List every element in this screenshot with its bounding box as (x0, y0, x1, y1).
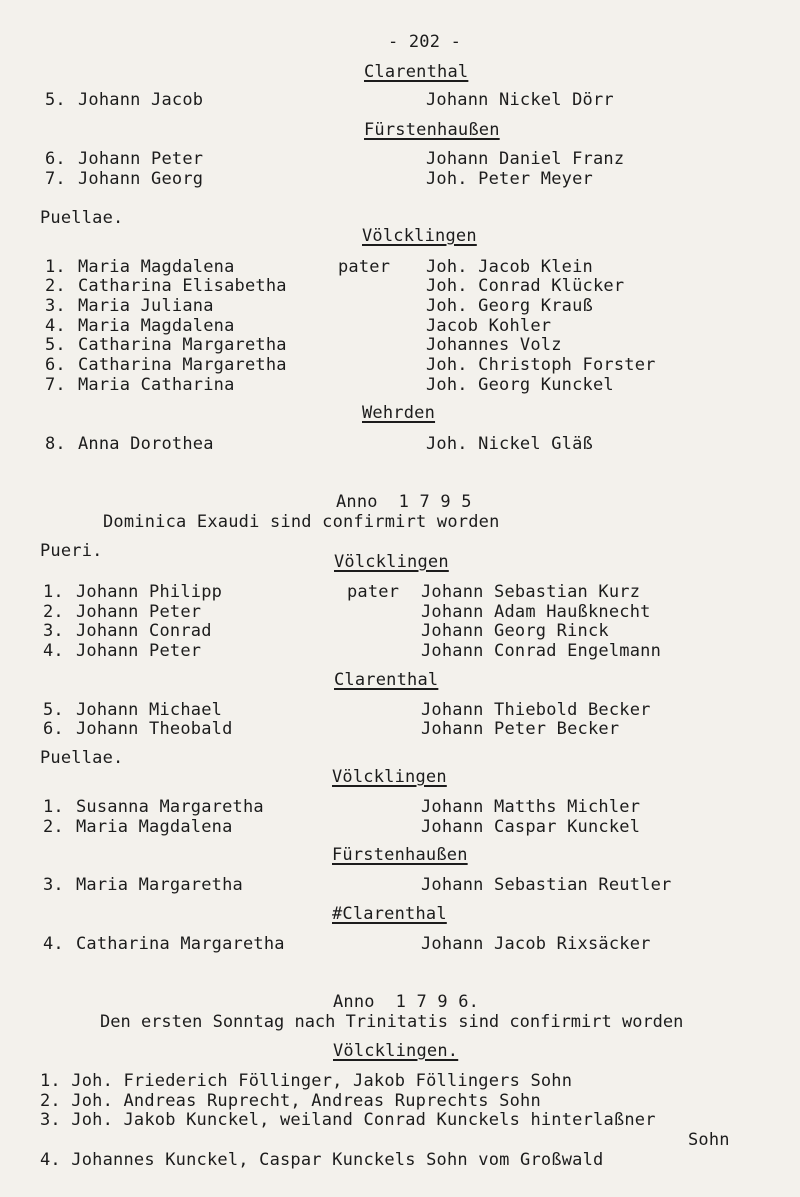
entry-father: Joh. Georg Kunckel (426, 375, 614, 395)
entry-father: Johann Nickel Dörr (426, 90, 614, 110)
entry-name: Catharina Elisabetha (78, 276, 287, 296)
entry-number: 4. (43, 934, 64, 954)
group-label-puellae: Puellae. (40, 748, 124, 768)
page-number: - 202 - (388, 32, 462, 52)
entry-father: Johann Daniel Franz (426, 149, 625, 169)
entry-number: 7. (45, 375, 66, 395)
entry-father: Johann Caspar Kunckel (421, 817, 641, 837)
entry-name: Johann Philipp (76, 582, 223, 602)
entry-number: 7. (45, 169, 66, 189)
entry-name: Johann Georg (78, 169, 204, 189)
group-label-puellae: Puellae. (40, 208, 124, 228)
pater-label: pater (347, 582, 400, 602)
entry-father: Johannes Volz (426, 335, 562, 355)
place-heading-wehrden: Wehrden (362, 403, 436, 423)
entry-number: 4. (43, 641, 64, 661)
entry-father: Johann Thiebold Becker (421, 700, 651, 720)
entry-name: Anna Dorothea (78, 434, 214, 454)
entry-name: Maria Catharina (78, 375, 235, 395)
place-heading-voelcklingen: Völcklingen (362, 226, 477, 246)
entry-name: Maria Magdalena (76, 817, 233, 837)
place-heading-voelcklingen: Völcklingen (332, 767, 447, 787)
pater-label: pater (338, 257, 391, 277)
entry-number: 2. (43, 602, 64, 622)
entry-father: Joh. Jacob Klein (426, 257, 593, 277)
entry-name: Catharina Margaretha (78, 355, 287, 375)
entry-father: Johann Sebastian Reutler (421, 875, 672, 895)
entry-father: Johann Matths Michler (421, 797, 641, 817)
entry-name: Maria Magdalena (78, 257, 235, 277)
entry-name: Johann Peter (76, 602, 202, 622)
entry-father: Joh. Christoph Forster (426, 355, 656, 375)
entry-number: 1. (43, 797, 64, 817)
entry-name: Maria Juliana (78, 296, 214, 316)
list-item: 2. Joh. Andreas Ruprecht, Andreas Ruprechts Sohn (40, 1091, 541, 1111)
entry-father: Joh. Conrad Klücker (426, 276, 625, 296)
year-heading: Anno 1 7 9 5 (336, 492, 472, 512)
entry-number: 3. (43, 875, 64, 895)
entry-name: Johann Theobald (76, 719, 233, 739)
group-label-pueri: Pueri. (40, 541, 103, 561)
entry-number: 3. (43, 621, 64, 641)
entry-father: Johann Sebastian Kurz (421, 582, 641, 602)
list-item: 1. Joh. Friederich Föllinger, Jakob Föllingers Sohn (40, 1071, 573, 1091)
place-heading-voelcklingen: Völcklingen (334, 552, 449, 572)
entry-number: 5. (45, 335, 66, 355)
entry-name: Johann Conrad (76, 621, 212, 641)
year-subheading: Dominica Exaudi sind confirmirt worden (103, 512, 500, 532)
entry-name: Johann Michael (76, 700, 223, 720)
entry-father: Johann Jacob Rixsäcker (421, 934, 651, 954)
entry-number: 5. (43, 700, 64, 720)
entry-name: Susanna Margaretha (76, 797, 264, 817)
entry-father: Johann Peter Becker (421, 719, 620, 739)
place-heading-fuerstenhausen: Fürstenhaußen (332, 845, 468, 865)
entry-number: 2. (43, 817, 64, 837)
entry-name: Catharina Margaretha (78, 335, 287, 355)
entry-name: Johann Jacob (78, 90, 204, 110)
entry-father: Johann Georg Rinck (421, 621, 609, 641)
entry-number: 6. (43, 719, 64, 739)
entry-number: 6. (45, 355, 66, 375)
place-heading-clarenthal: Clarenthal (364, 62, 469, 82)
list-item-continuation: Sohn (688, 1130, 730, 1150)
list-item: 4. Johannes Kunckel, Caspar Kunckels Sohn vom Großwald (40, 1150, 604, 1170)
year-subheading: Den ersten Sonntag nach Trinitatis sind confirmirt worden (100, 1012, 684, 1032)
entry-number: 6. (45, 149, 66, 169)
list-item: 3. Joh. Jakob Kunckel, weiland Conrad Kunckels hinterlaßner (40, 1110, 656, 1130)
entry-name: Johann Peter (76, 641, 202, 661)
entry-father: Jacob Kohler (426, 316, 552, 336)
place-heading-clarenthal: Clarenthal (334, 670, 439, 690)
entry-number: 8. (45, 434, 66, 454)
entry-father: Joh. Peter Meyer (426, 169, 593, 189)
entry-number: 5. (45, 90, 66, 110)
entry-number: 2. (45, 276, 66, 296)
entry-number: 3. (45, 296, 66, 316)
place-heading-clarenthal: #Clarenthal (332, 904, 447, 924)
entry-number: 1. (45, 257, 66, 277)
year-heading: Anno 1 7 9 6. (333, 992, 480, 1012)
entry-number: 1. (43, 582, 64, 602)
entry-name: Maria Margaretha (76, 875, 243, 895)
entry-name: Catharina Margaretha (76, 934, 285, 954)
entry-father: Joh. Nickel Gläß (426, 434, 593, 454)
entry-name: Maria Magdalena (78, 316, 235, 336)
entry-father: Johann Adam Haußknecht (421, 602, 651, 622)
entry-number: 4. (45, 316, 66, 336)
entry-father: Joh. Georg Krauß (426, 296, 593, 316)
entry-name: Johann Peter (78, 149, 204, 169)
place-heading-voelcklingen: Völcklingen. (333, 1041, 459, 1061)
place-heading-fuerstenhausen: Fürstenhaußen (364, 120, 500, 140)
entry-father: Johann Conrad Engelmann (421, 641, 662, 661)
